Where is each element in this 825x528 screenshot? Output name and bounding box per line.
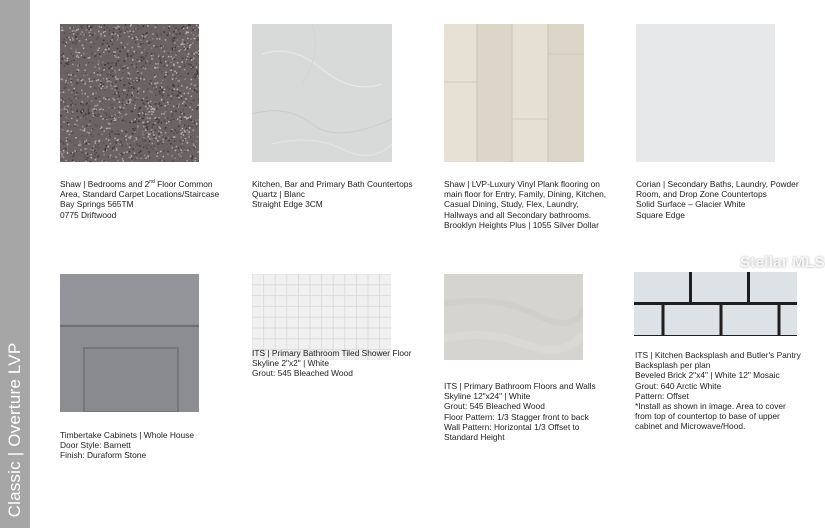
caption-corian: Corian | Secondary Baths, Laundry, Powder Room, and Drop Zone Countertops Solid Surface – Glacier White Square Edge xyxy=(636,179,799,220)
sidebar-title: Classic | Overture LVP xyxy=(5,342,24,518)
caption-floor-tile: ITS | Primary Bathroom Floors and Walls Skyline 12"x24" | White Grout: 545 Bleached Wood Floor Pattern: 1/3 Stagger front to back Wall Pattern: Horizontal 1/3 Offset to Standard Height xyxy=(444,381,596,443)
caption-carpet: Shaw | Bedrooms and 2nd Floor Common Area, Standard Carpet Locations/Staircase Bay Springs 565TM 0775 Driftwood xyxy=(60,179,220,220)
cabinet-door xyxy=(60,274,199,412)
carpet-texture xyxy=(60,24,199,162)
watermark: Stellar MLS xyxy=(740,254,825,271)
swatch-corian xyxy=(636,24,775,162)
caption-lvp: Shaw | LVP-Luxury Vinyl Plank flooring on main floor for Entry, Family, Dining, Kitchen, Casual Dining, Study, Flex, Laundry, Hallways and all Secondary bathrooms. Brooklyn Heights Plus | 1055 Silver Dollar xyxy=(444,179,607,230)
floor-tile-texture xyxy=(444,274,583,360)
quartz-texture xyxy=(252,24,392,162)
caption-backsplash: ITS | Kitchen Backsplash and Butler's Pantry Backsplash per plan Beveled Brick 2"x4" | White 12" Mosaic Grout: 640 Arctic White Pattern: Offset *Install as shown in image. Area to cover from top of countertop to base of upper cabinet and Microwave/Hood. xyxy=(635,350,801,432)
swatch-quartz xyxy=(252,24,392,162)
sidebar xyxy=(0,0,30,528)
backsplash-brick-texture xyxy=(634,272,797,336)
caption-shower-tile: ITS | Primary Bathroom Tiled Shower Floor Skyline 2"x2" | White Grout: 545 Bleached Wood xyxy=(252,348,412,379)
caption-quartz: Kitchen, Bar and Primary Bath Countertops Quartz | Blanc Straight Edge 3CM xyxy=(252,179,413,210)
lvp-texture xyxy=(444,24,584,162)
caption-cabinet: Timbertake Cabinets | Whole House Door Style: Barnett Finish: Duraform Stone xyxy=(60,430,195,461)
swatch-backsplash xyxy=(634,272,797,336)
swatch-lvp xyxy=(444,24,584,162)
swatch-floor-tile xyxy=(444,274,583,360)
swatch-carpet xyxy=(60,24,199,162)
swatch-cabinet xyxy=(60,274,199,412)
